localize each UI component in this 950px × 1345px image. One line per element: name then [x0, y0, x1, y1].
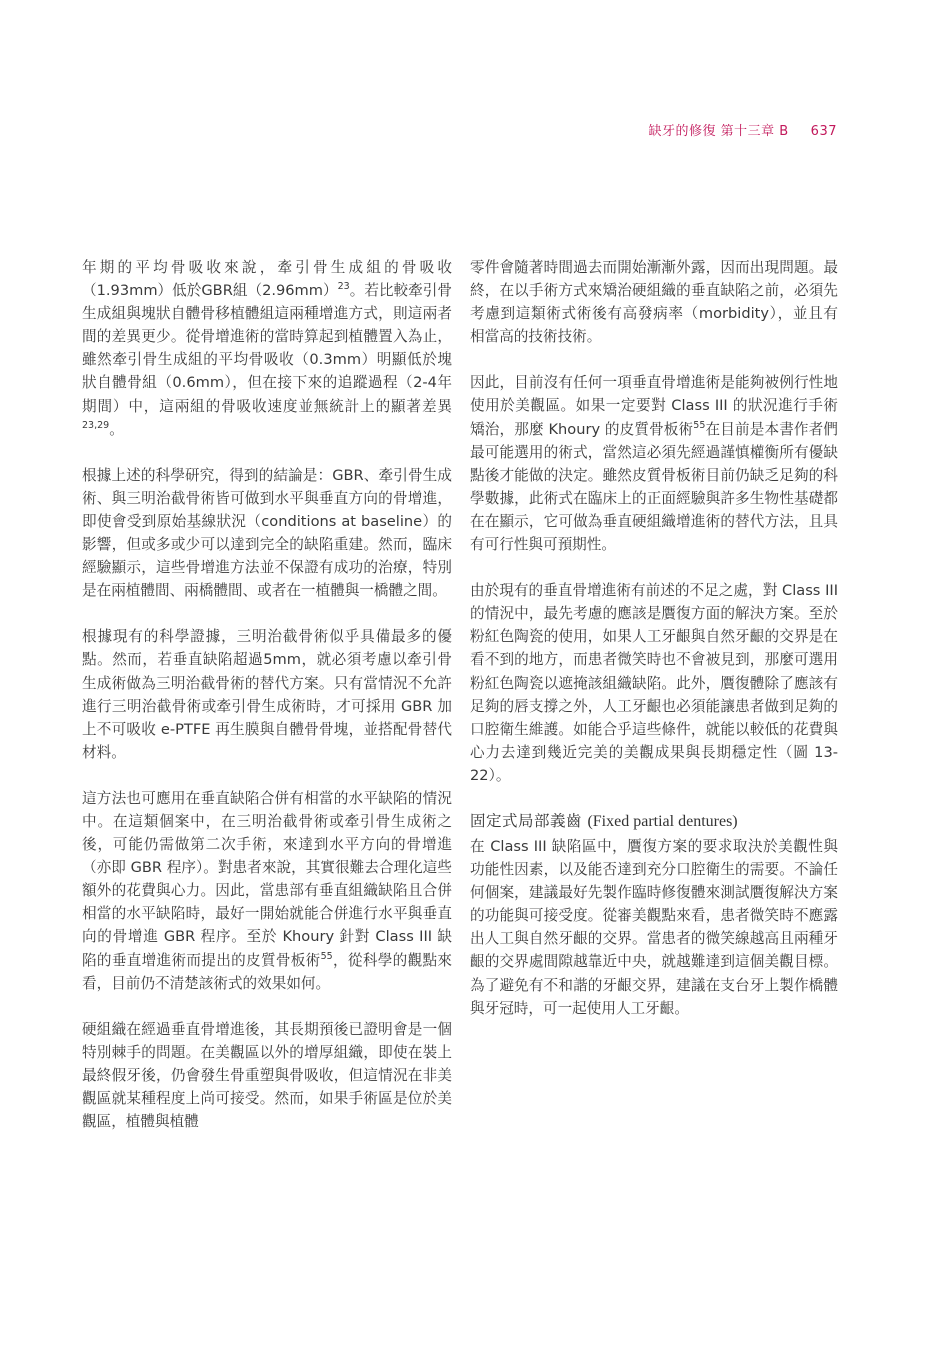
- paragraph-left-1: 年期的平均骨吸收來說，牽引骨生成組的骨吸收（1.93mm）低於GBR組$(2.96mm)^{23}$。若比較牽引骨生成組與塊狀自體骨移植體組這兩種增進方式，則這兩者間的差異更少。從骨增進術的當時算起到植體置入為止，雖然牽引骨生成組的平均骨吸收（0.3mm）明顯低於塊狀自體骨組（0.6mm），但在接下來的追蹤過程（2-4年期間）中，這兩組的骨吸收速度並無統計上的顯著差異$^{23,29}$。: [82, 259, 452, 438]
- left-column: [82, 256, 452, 1133]
- paragraph-left-2: 根據上述的科學研究，得到的結論是：GBR、牽引骨生成術、與三明治截骨術皆可做到水平與垂直方向的骨增進，即使會受到原始基線狀況（conditions at baseline）的影響，但或多或少可以達到完全的缺陷重建。然而，臨床經驗顯示，這些骨增進方法並不保證有成功的治療，特別是在兩植體間、兩橋體間、或者在一植體與一橋體之間。: [82, 466, 452, 600]
- citation: 55: [320, 950, 333, 962]
- paragraph-left-5: 硬組織在經過垂直骨增進後，其長期預後已證明會是一個特別棘手的問題。在美觀區以外的增厚組織，即使在裝上最終假牙後，仍會發生骨重塑與骨吸收，但這情況在非美觀區就某種程度上尚可接受。然而，如果手術區是位於美觀區，植體與植體: [82, 1020, 452, 1131]
- right-column: [470, 256, 838, 1020]
- section-heading: 固定式局部義齒 (Fixed partial dentures): [470, 811, 738, 830]
- paragraph-right-2: 因此，目前沒有任何一項垂直骨增進術是能夠被例行性地使用於美觀區。如果一定要對 Class III 的狀況進行手術矯治，那麼 Khoury 的皮質骨板術$^{55}$在目前是本書作者們最可能選用的術式，當然這必須先經過謹慎權衡所有優缺點後才能做的決定。雖然皮質骨板術目前仍缺乏足夠的科學數據，此術式在臨床上的正面經驗與許多生物性基礎都在在顯示，它可做為垂直硬組織增進術的替代方法，且具有可行性與可預期性。: [470, 374, 838, 554]
- paragraph-left-3: 根據現有的科學證據，三明治截骨術似乎具備最多的優點。然而，若垂直缺陷超過5mm，就必須考慮以牽引骨生成術做為三明治截骨術的替代方案。只有當情況不允許進行三明治截骨術或牽引骨生成術時，才可採用 GBR 加上不可吸收 e-PTFE 再生膜與自體骨骨塊，並搭配骨替代材料。: [82, 628, 452, 761]
- citation: 55: [693, 419, 706, 431]
- paragraph-right-3: 由於現有的垂直骨增進術有前述的不足之處，對 Class III 的情況中，最先考慮的應該是贋復方面的解決方案。至於粉紅色陶瓷的使用，如果人工牙齦與自然牙齦的交界是在看不到的地方，而患者微笑時也不會被見到，那麼可選用粉紅色陶瓷以遮掩該組織缺陷。此外，贋復體除了應該有足夠的唇支撐之外，人工牙齦也必須能讓患者做到足夠的口腔衛生維護。如能合乎這些條件，就能以較低的花費與心力去達到幾近完美的美觀成果與長期穩定性（圖 13-22）。: [470, 582, 838, 784]
- citation: 23,29: [82, 419, 110, 431]
- citation: 23: [337, 281, 350, 293]
- chapter-title: 缺牙的修復 第十三章 B: [648, 124, 789, 139]
- paragraph-right-4: 在 Class III 缺陷區中，贋復方案的要求取決於美觀性與功能性因素，以及能否達到充分口腔衛生的需要。不論任何個案，建議最好先製作臨時修復體來測試贋復解決方案的功能與可接受度。從審美觀點來看，患者微笑時不應露出人工與自然牙齦的交界。當患者的微笑線越高且兩種牙齦的交界處間隙越靠近中央，就越難達到這個美觀目標。為了避免有不和諧的牙齦交界，建議在支台牙上製作橋體與牙冠時，可一起使用人工牙齦。: [470, 837, 838, 1017]
- paragraph-left-4: 這方法也可應用在垂直缺陷合併有相當的水平缺陷的情況中。在這類個案中，在三明治截骨術或牽引骨生成術之後，可能仍需做第二次手術，來達到水平方向的骨增進（亦即 GBR 程序）。對患者來說，其實很難去合理化這些額外的花費與心力。因此，當患部有垂直組織缺陷且合併相當的水平缺陷時，最好一開始就能合併進行水平與垂直向的骨增進 GBR 程序。至於 Khoury 針對 Class III 缺陷的垂直增進術而提出的皮質骨板術$^{55}$，從科學的觀點來看，目前仍不清楚該術式的效果如何。: [82, 789, 452, 992]
- running-head: [648, 120, 837, 139]
- page-number: 637: [810, 124, 837, 139]
- paragraph-right-1: 零件會隨著時間過去而開始漸漸外露，因而出現問題。最終，在以手術方式來矯治硬組織的垂直缺陷之前，必須先考慮到這類術式術後有高發病率（morbidity），並且有相當高的技術技術。: [470, 259, 838, 346]
